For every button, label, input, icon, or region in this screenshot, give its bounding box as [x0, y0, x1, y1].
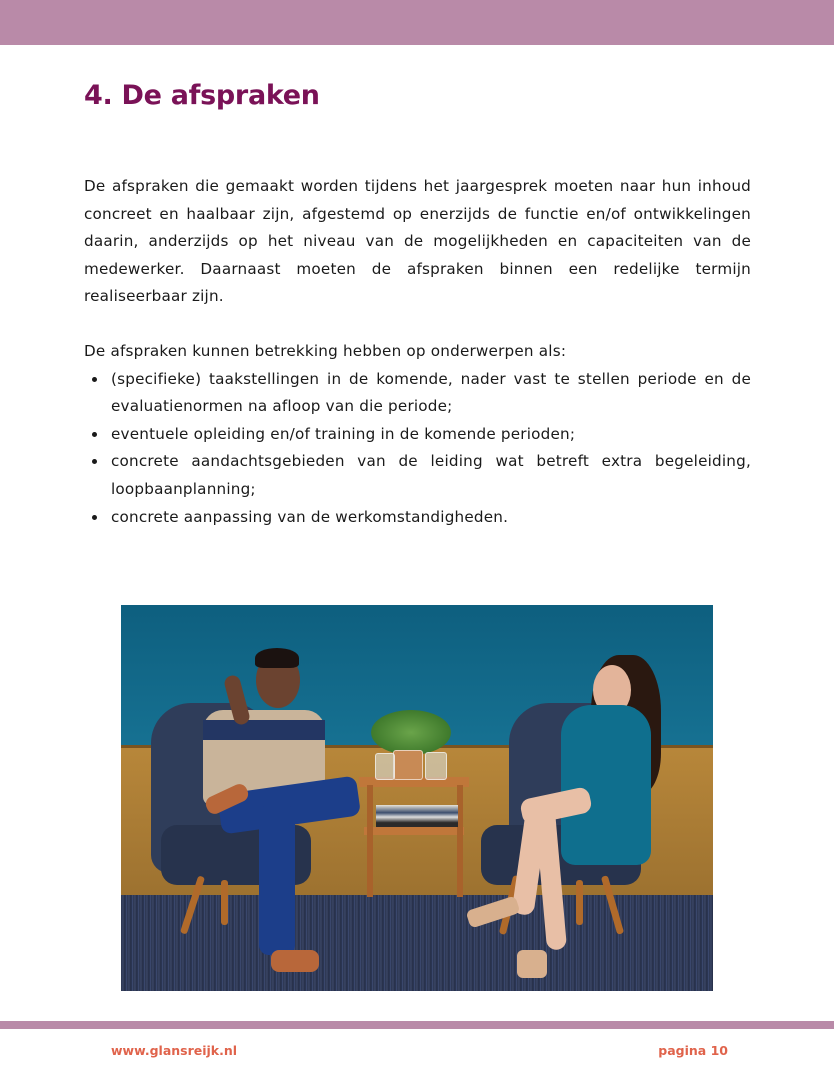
list-item: concrete aandachtsgebieden van de leiding wat betreft extra begeleiding, loopbaanplanning; — [111, 448, 751, 503]
photo-rug — [121, 895, 713, 991]
meeting-photo — [121, 605, 713, 991]
man-lower-leg — [259, 805, 295, 955]
side-table-leg — [457, 785, 463, 897]
footer-band — [0, 1021, 834, 1029]
woman-dress — [561, 705, 651, 865]
side-table-leg — [367, 785, 373, 897]
glass-jar — [425, 752, 447, 780]
woman-shoe — [517, 950, 547, 978]
body-content — [84, 173, 751, 531]
man-shoe — [271, 950, 319, 972]
page-title: 4. De afspraken — [84, 80, 320, 111]
left-chair-leg — [221, 880, 228, 925]
body-paragraph: De afspraken die gemaakt worden tijdens het jaargesprek moeten naar hun inhoud concreet en haalbaar zijn, afgestemd op enerzijds de functie en/of ontwikkelingen daarin, anderzijds op het niveau van de mogelijkheden en capaciteiten van de medewerker. Daarnaast moeten de afspraken binnen een redelijke termijn realiseerbaar zijn. — [84, 177, 751, 306]
footer-url[interactable]: www.glansreijk.nl — [111, 1043, 238, 1058]
man-hair — [255, 648, 299, 668]
plant-pot — [393, 750, 423, 780]
page-number: pagina 10 — [658, 1043, 728, 1058]
side-table-shelf — [364, 827, 464, 835]
right-chair-leg — [576, 880, 583, 925]
topics-list — [84, 366, 751, 532]
plant-leaves — [371, 710, 451, 755]
man-sweater-stripe — [203, 720, 325, 740]
list-item: eventuele opleiding en/of training in de komende perioden; — [111, 421, 751, 449]
books-stack — [376, 805, 458, 827]
header-band — [0, 0, 834, 45]
list-item: concrete aanpassing van de werkomstandigheden. — [111, 504, 751, 532]
list-intro: De afspraken kunnen betrekking hebben op onderwerpen als: — [84, 341, 567, 360]
glass-jar — [375, 753, 395, 780]
list-item: (specifieke) taakstellingen in de komende, nader vast te stellen periode en de evaluatienormen na afloop van die periode; — [111, 366, 751, 421]
